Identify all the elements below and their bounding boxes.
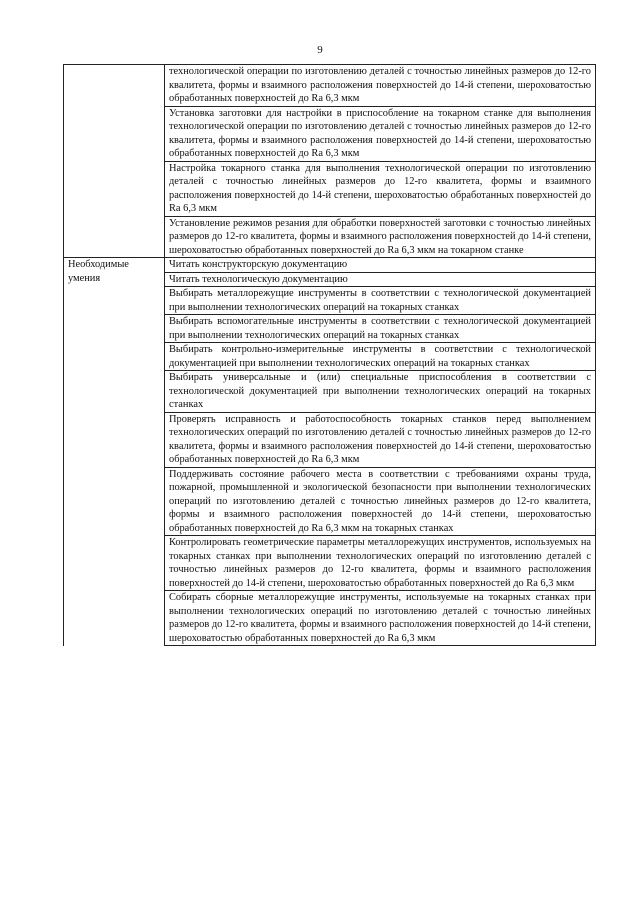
table-cell: технологической операции по изготовлению деталей с точностью линейных размеров до 12-го квалитета, формы и взаимного расположения поверхностей до 14-й степени, шероховатостью обработанных поверхностей до Ra 6,3 мкм	[165, 65, 596, 107]
page-number: 9	[317, 44, 323, 56]
table-cell: Установка заготовки для настройки в приспособление на токарном станке для выполнения технологической операции по изготовлению деталей с точностью линейных размеров до 12-го квалитета, формы и взаимного расположения поверхностей до 14-й степени, шероховатостью обработанных поверхностей до Ra 6,3 мкм	[165, 106, 596, 161]
table-cell: Контролировать геометрические параметры металлорежущих инструментов, используемых на токарных станках при выполнении технологических операций по изготовлению деталей с точностью линейных размеров до 12-го квалитета, формы и взаимного расположения поверхностей до 14-й степени, шероховатостью обработанных поверхностей до Ra 6,3 мкм	[165, 536, 596, 591]
table-cell: Читать технологическую документацию	[165, 272, 596, 287]
row-label-continued	[64, 65, 165, 258]
table-cell: Выбирать контрольно-измерительные инструменты в соответствии с технологической документацией при выполнении технологических операций на токарных станках	[165, 343, 596, 371]
table-cell: Поддерживать состояние рабочего места в соответствии с требованиями охраны труда, пожарной, промышленной и экологической безопасности при выполнении технологических операций по изготовлению деталей с точностью линейных размеров до 12-го квалитета, формы и взаимного расположения поверхностей до 14-й степени, шероховатостью обработанных поверхностей до Ra 6,3 мкм на токарных станках	[165, 467, 596, 536]
table-cell: Проверять исправность и работоспособность токарных станков перед выполнением технологических операций по изготовлению деталей с точностью линейных размеров до 12-го квалитета, формы и взаимного расположения поверхностей до 14-й степени, шероховатостью обработанных поверхностей до Ra 6,3 мкм	[165, 412, 596, 467]
table-cell: Читать конструкторскую документацию	[165, 258, 596, 273]
table-cell: Настройка токарного станка для выполнения технологической операции по изготовлению деталей с точностью линейных размеров до 12-го квалитета, формы и взаимного расположения поверхностей до 14-й степени, шероховатостью обработанных поверхностей до Ra 6,3 мкм	[165, 161, 596, 216]
row-label-skills: Необходимые умения	[64, 258, 165, 646]
table-cell: Собирать сборные металлорежущие инструменты, используемые на токарных станках при выполнении технологических операций по изготовлению деталей с точностью линейных размеров до 12-го квалитета, формы и взаимного расположения поверхностей до 14-й степени, шероховатостью обработанных поверхностей до Ra 6,3 мкм	[165, 591, 596, 646]
table-row	[64, 258, 596, 273]
table-cell: Выбирать вспомогательные инструменты в соответствии с технологической документацией при выполнении технологических операций на токарных станках	[165, 315, 596, 343]
table-cell: Установление режимов резания для обработки поверхностей заготовки с точностью линейных размеров до 12-го квалитета, формы и взаимного расположения поверхностей до 14-й степени, шероховатостью обработанных поверхностей до Ra 6,3 мкм на токарном станке	[165, 216, 596, 258]
table-row	[64, 65, 596, 107]
table-cell: Выбирать универсальные и (или) специальные приспособления в соответствии с технологической документацией при выполнении технологических операций на токарных станках	[165, 371, 596, 413]
requirements-table	[63, 64, 596, 646]
table-cell: Выбирать металлорежущие инструменты в соответствии с технологической документацией при выполнении технологических операций на токарных станках	[165, 287, 596, 315]
